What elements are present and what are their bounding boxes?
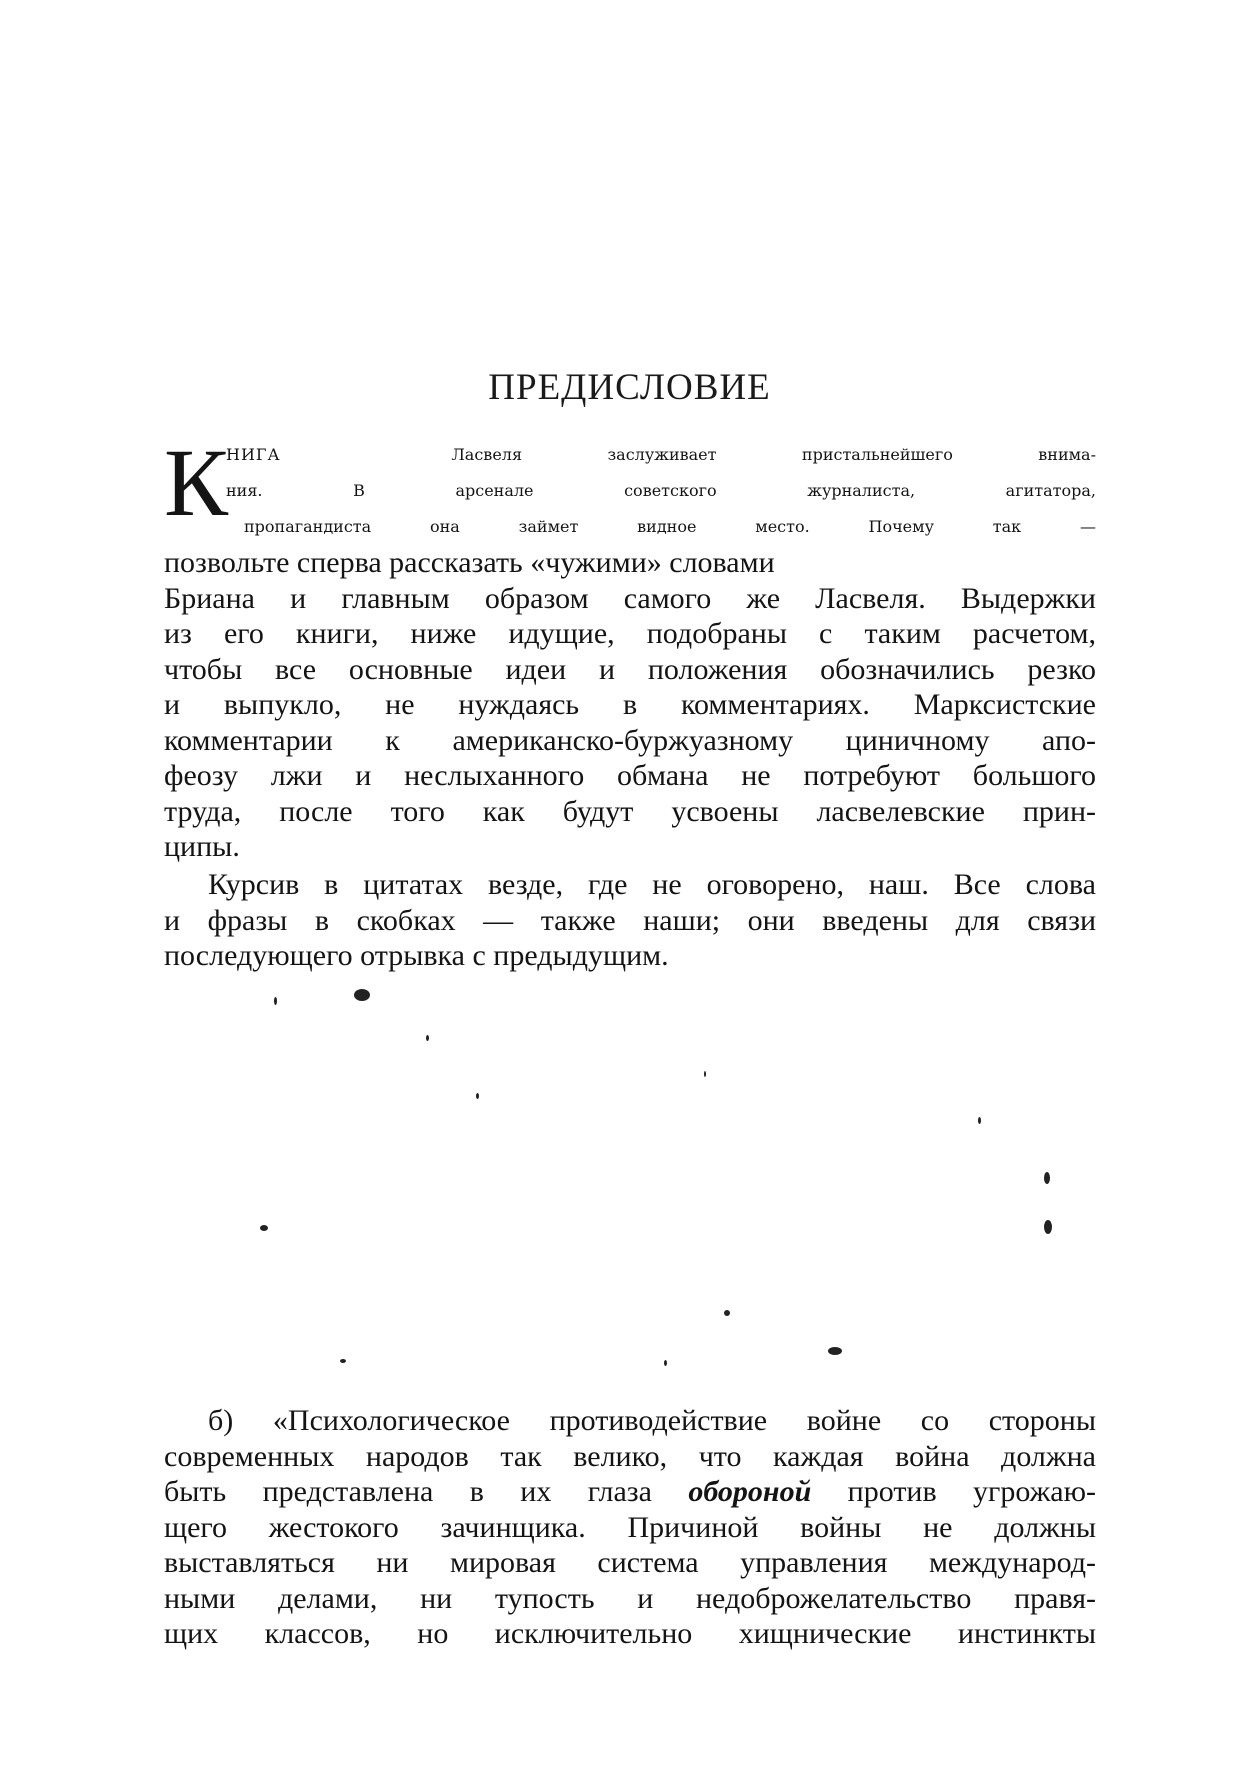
intro-line: и выпукло, не нуждаясь в комментариях. Марксистские: [164, 688, 1096, 721]
note-line: последующего отрывка с предыдущим.: [164, 939, 669, 972]
scan-speck: [1044, 1172, 1050, 1184]
quote-line: ными делами, ни тупость и недоброжелательство правя-: [164, 1581, 1096, 1615]
quote-b-paragraph: [164, 1403, 1096, 1652]
scan-speck: [354, 989, 370, 1001]
scan-speck: [426, 1035, 429, 1041]
scan-speck: [978, 1117, 981, 1124]
scan-speck: [1044, 1220, 1052, 1234]
intro-line: Бриана и главным образом самого же Ласвеля. Выдержки: [164, 581, 1096, 615]
quote-line-3: [164, 1474, 1096, 1510]
scan-speck: [724, 1310, 730, 1316]
quote-line: выставляться ни мировая система управления международ-: [164, 1546, 1096, 1579]
intro-line-3: пропагандиста она займет видное место. Почему так —: [244, 517, 1096, 536]
intro-line: комментарии к американско-буржуазному циничному апо-: [164, 723, 1096, 757]
intro-line-1: [226, 437, 1096, 473]
intro-line: труда, после того как будут усвоены ласвелевские прин-: [164, 794, 1096, 828]
intro-paragraph-continued: [164, 545, 1096, 865]
intro-line: феозу лжи и неслыханного обмана не потребуют большого: [164, 759, 1096, 792]
faded-text-region: [164, 975, 1096, 1375]
quote-line-3-after: против угрожаю-: [847, 1475, 1097, 1508]
scan-speck: [828, 1347, 842, 1355]
quote-line: щих классов, но исключительно хищнические инстинкты: [164, 1617, 1096, 1650]
scan-speck: [340, 1359, 346, 1363]
intro-line: чтобы все основные идеи и положения обозначились резко: [164, 652, 1096, 686]
note-line: и фразы в скобках — также наши; они введены для связи: [164, 903, 1096, 937]
quote-line: б) «Психологическое противодействие войне со стороны: [208, 1404, 1096, 1437]
page-title: ПРЕДИСЛОВИЕ: [488, 367, 771, 408]
note-line: Курсив в цитатах везде, где не оговорено, наш. Все слова: [208, 868, 1096, 901]
quote-line: современных народов так велико, что каждая война должна: [164, 1439, 1096, 1473]
intro-line-1-rest: Ласвеля заслуживает пристальнейшего внима-: [451, 445, 1097, 464]
note-paragraph: [164, 867, 1096, 974]
intro-line: ципы.: [164, 830, 240, 863]
scan-speck: [260, 1225, 268, 1231]
scan-speck: [664, 1360, 667, 1366]
intro-first-word: НИГА: [226, 445, 281, 464]
scan-speck: [274, 997, 277, 1005]
scan-speck: [476, 1093, 479, 1099]
quote-line-3-before: быть представлена в их глаза: [164, 1475, 652, 1508]
intro-line-2: ния. В арсенале советского журналиста, агитатора,: [226, 481, 1096, 500]
quote-line: щего жестокого зачинщика. Причиной войны не должны: [164, 1510, 1096, 1544]
drop-cap: К: [164, 429, 229, 536]
intro-line: позвольте сперва рассказать «чужими» словами: [164, 546, 775, 579]
quote-italic-word: обороной: [688, 1475, 812, 1508]
intro-line: из его книги, ниже идущие, подобраны с таким расчетом,: [164, 617, 1096, 650]
scan-speck: [704, 1071, 706, 1077]
